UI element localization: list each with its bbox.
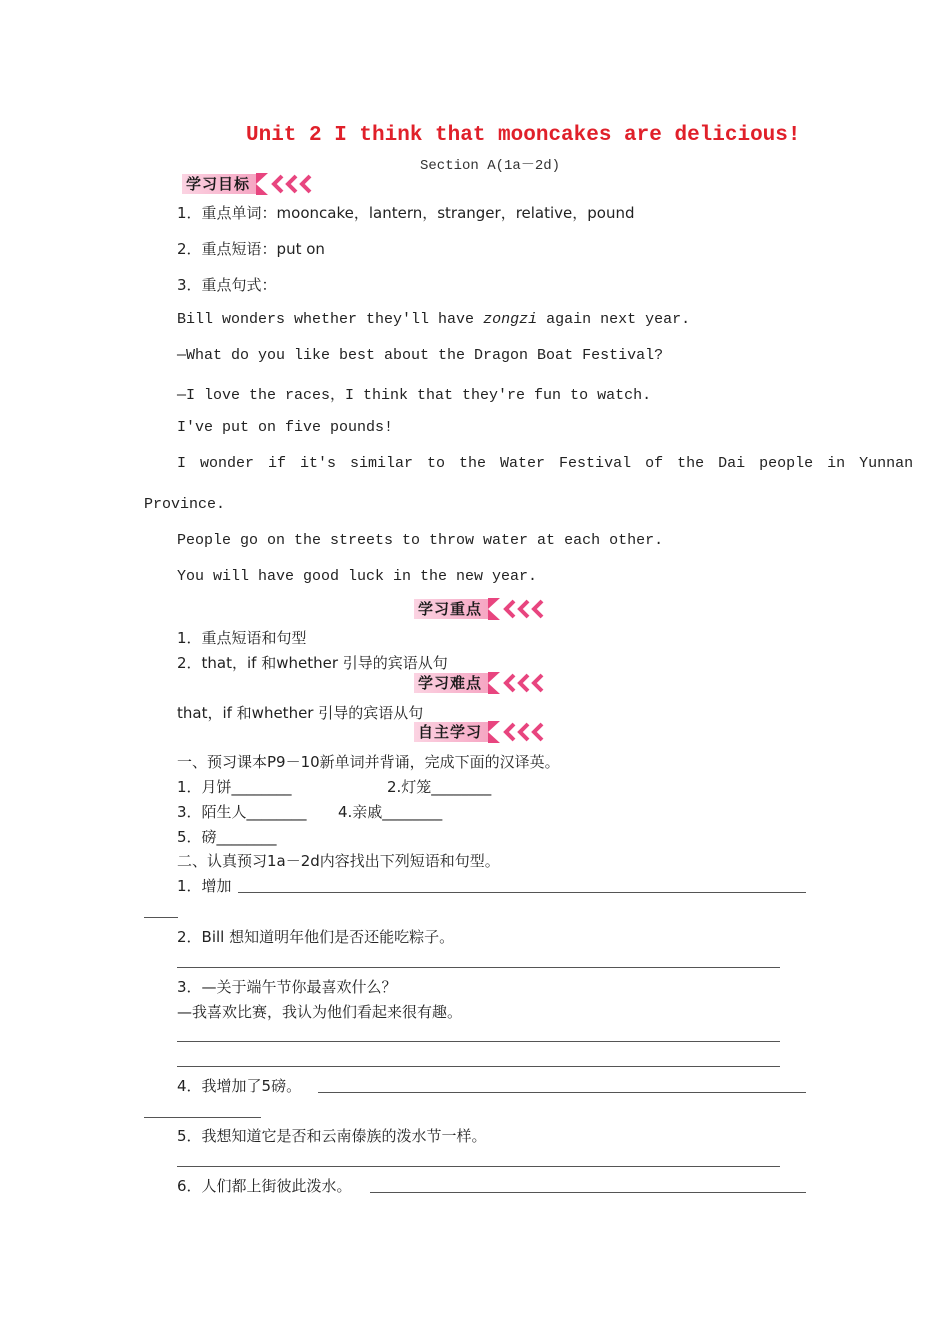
section-subtitle: Section A(1a－2d) xyxy=(420,158,561,174)
sentence-7: You will have good luck in the new year. xyxy=(177,568,538,585)
question-3b: —我喜欢比赛，我认为他们看起来很有趣。 xyxy=(177,1003,463,1021)
objective-phrases: 2．重点短语：put on xyxy=(177,240,325,258)
sentence-4: I've put on five pounds! xyxy=(177,419,394,436)
banner-label: 学习目标 xyxy=(182,174,256,194)
objective-sentences: 3．重点句式： xyxy=(177,276,277,294)
chevrons-icon xyxy=(488,721,550,743)
word-mooncake: 1．月饼________ xyxy=(177,778,292,796)
sentence-1 xyxy=(177,311,690,328)
sentence-1-post: again next year. xyxy=(537,311,691,328)
page-title: Unit 2 I think that mooncakes are delicious! xyxy=(246,124,801,147)
part2-instruction: 二、认真预习1a－2d内容找出下列短语和句型。 xyxy=(177,852,500,870)
word-stranger: 3．陌生人________ xyxy=(177,803,307,821)
answer-line-6[interactable] xyxy=(370,1192,806,1193)
answer-line-1[interactable] xyxy=(238,892,806,893)
answer-line-4[interactable] xyxy=(318,1092,806,1093)
answer-line-5[interactable] xyxy=(177,1166,780,1167)
banner-objectives xyxy=(182,173,318,195)
banner-label: 学习难点 xyxy=(414,673,488,693)
sentence-2: —What do you like best about the Dragon Boat Festival? xyxy=(177,347,664,364)
sentence-1-italic: zongzi xyxy=(483,311,538,328)
sentence-6: People go on the streets to throw water at each other. xyxy=(177,532,664,549)
key-point-1: 1．重点短语和句型 xyxy=(177,629,307,647)
answer-line-3b[interactable] xyxy=(177,1066,780,1067)
question-3a: 3．—关于端午节你最喜欢什么？ xyxy=(177,978,397,996)
banner-label: 自主学习 xyxy=(414,722,488,742)
answer-line-4-cont[interactable] xyxy=(144,1117,261,1118)
objective-words: 1．重点单词：mooncake，lantern，stranger，relative，pound xyxy=(177,204,635,222)
sentence-5b: Province. xyxy=(144,496,226,513)
sentence-5a: I wonder if it's similar to the Water Festival of the Dai people in Yunnan xyxy=(177,455,914,472)
chevrons-icon xyxy=(488,672,550,694)
word-pound: 5．磅________ xyxy=(177,828,277,846)
chevrons-icon xyxy=(256,173,318,195)
sentence-1-pre: Bill wonders whether they'll have xyxy=(177,311,484,328)
answer-line-2[interactable] xyxy=(177,967,780,968)
question-6: 6．人们都上街彼此泼水。 xyxy=(177,1177,352,1195)
answer-line-3a[interactable] xyxy=(177,1041,780,1042)
difficulty-1: that，if 和whether 引导的宾语从句 xyxy=(177,704,424,722)
banner-difficulties xyxy=(414,672,550,694)
banner-label: 学习重点 xyxy=(414,599,488,619)
banner-self-study xyxy=(414,721,550,743)
word-lantern: 2.灯笼________ xyxy=(387,778,492,796)
question-1: 1．增加 xyxy=(177,877,232,895)
answer-line-1-cont[interactable] xyxy=(144,917,178,918)
part1-instruction: 一、预习课本P9－10新单词并背诵，完成下面的汉译英。 xyxy=(177,753,560,771)
question-5: 5．我想知道它是否和云南傣族的泼水节一样。 xyxy=(177,1127,487,1145)
sentence-3: —I love the races，I think that they're fun to watch. xyxy=(177,387,652,404)
key-point-2: 2．that，if 和whether 引导的宾语从句 xyxy=(177,654,448,672)
word-relative: 4.亲戚________ xyxy=(338,803,443,821)
chevrons-icon xyxy=(488,598,550,620)
question-4: 4．我增加了5磅。 xyxy=(177,1077,302,1095)
banner-key-points xyxy=(414,598,550,620)
question-2: 2．Bill 想知道明年他们是否还能吃粽子。 xyxy=(177,928,455,946)
